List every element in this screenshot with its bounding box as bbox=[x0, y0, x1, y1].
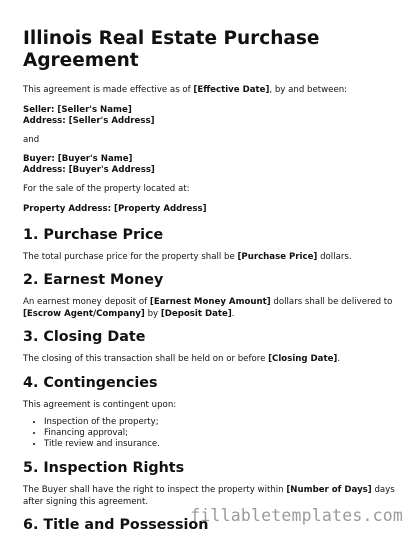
purchase-price-text-after: dollars. bbox=[317, 251, 352, 262]
property-intro: For the sale of the property located at: bbox=[23, 184, 190, 194]
number-of-days-field: [Number of Days] bbox=[286, 485, 372, 495]
earnest-money-text-by: by bbox=[144, 308, 161, 319]
buyer-block bbox=[23, 154, 395, 176]
deposit-date-field: [Deposit Date] bbox=[160, 308, 232, 319]
intro-text-after: , by and between: bbox=[269, 85, 348, 95]
closing-date-text bbox=[23, 354, 395, 366]
buyer-name-line: Buyer: [Buyer's Name] bbox=[23, 154, 133, 164]
purchase-price-text-before: The total purchase price for the property shall be bbox=[23, 251, 238, 262]
section-purchase-price bbox=[23, 226, 395, 264]
watermark-text: fillabletemplates.com bbox=[190, 506, 403, 525]
buyer-address-line: Address: [Buyer's Address] bbox=[23, 165, 155, 175]
purchase-price-heading: 1. Purchase Price bbox=[23, 226, 164, 243]
earnest-money-text bbox=[23, 297, 395, 320]
closing-date-text-before: The closing of this transaction shall be held on or before bbox=[23, 354, 269, 364]
intro-paragraph bbox=[23, 85, 395, 97]
title-possession-heading: 6. Title and Possession bbox=[23, 517, 209, 533]
seller-address-line: Address: [Seller's Address] bbox=[23, 115, 155, 126]
inspection-rights-heading: 5. Inspection Rights bbox=[23, 460, 185, 476]
list-item: • Inspection of the property; bbox=[44, 417, 395, 428]
inspection-rights-text-after: days after signing this agreement. bbox=[23, 485, 395, 507]
effective-date-field: [Effective Date] bbox=[193, 85, 270, 95]
closing-date-heading: 3. Closing Date bbox=[23, 329, 146, 345]
section-inspection-rights bbox=[23, 459, 395, 508]
section-contingencies bbox=[23, 374, 395, 451]
property-address-line: Property Address: [Property Address] bbox=[23, 203, 207, 214]
purchase-price-text bbox=[23, 252, 395, 264]
closing-date-field: [Closing Date] bbox=[268, 354, 338, 364]
seller-block bbox=[23, 105, 395, 127]
section-closing-date bbox=[23, 328, 395, 366]
document-title: Illinois Real Estate Purchase Agreement bbox=[23, 28, 320, 71]
and-text: and bbox=[23, 134, 40, 145]
intro-text-before: This agreement is made effective as of bbox=[23, 85, 194, 95]
list-item: • Financing approval; bbox=[44, 428, 395, 439]
earnest-money-text-after: . bbox=[231, 308, 235, 319]
section-earnest-money bbox=[23, 271, 395, 320]
earnest-money-text-middle: dollars shall be delivered to bbox=[270, 297, 393, 307]
closing-date-text-after: . bbox=[337, 354, 341, 364]
list-item: • Title review and insurance. bbox=[44, 439, 395, 450]
inspection-rights-text-before: The Buyer shall have the right to inspect the property within bbox=[23, 485, 287, 495]
contingencies-heading: 4. Contingencies bbox=[23, 374, 158, 391]
earnest-money-heading: 2. Earnest Money bbox=[23, 272, 164, 288]
earnest-money-text-before: An earnest money deposit of bbox=[23, 297, 150, 307]
document-page bbox=[23, 28, 395, 542]
escrow-agent-field: [Escrow Agent/Company] bbox=[23, 308, 145, 319]
seller-name-line: Seller: [Seller's Name] bbox=[23, 104, 132, 115]
contingencies-intro: This agreement is contingent upon: bbox=[23, 399, 177, 410]
inspection-rights-text bbox=[23, 485, 395, 508]
earnest-money-amount-field: [Earnest Money Amount] bbox=[149, 297, 271, 307]
contingencies-list bbox=[23, 417, 395, 450]
purchase-price-field: [Purchase Price] bbox=[237, 251, 318, 262]
